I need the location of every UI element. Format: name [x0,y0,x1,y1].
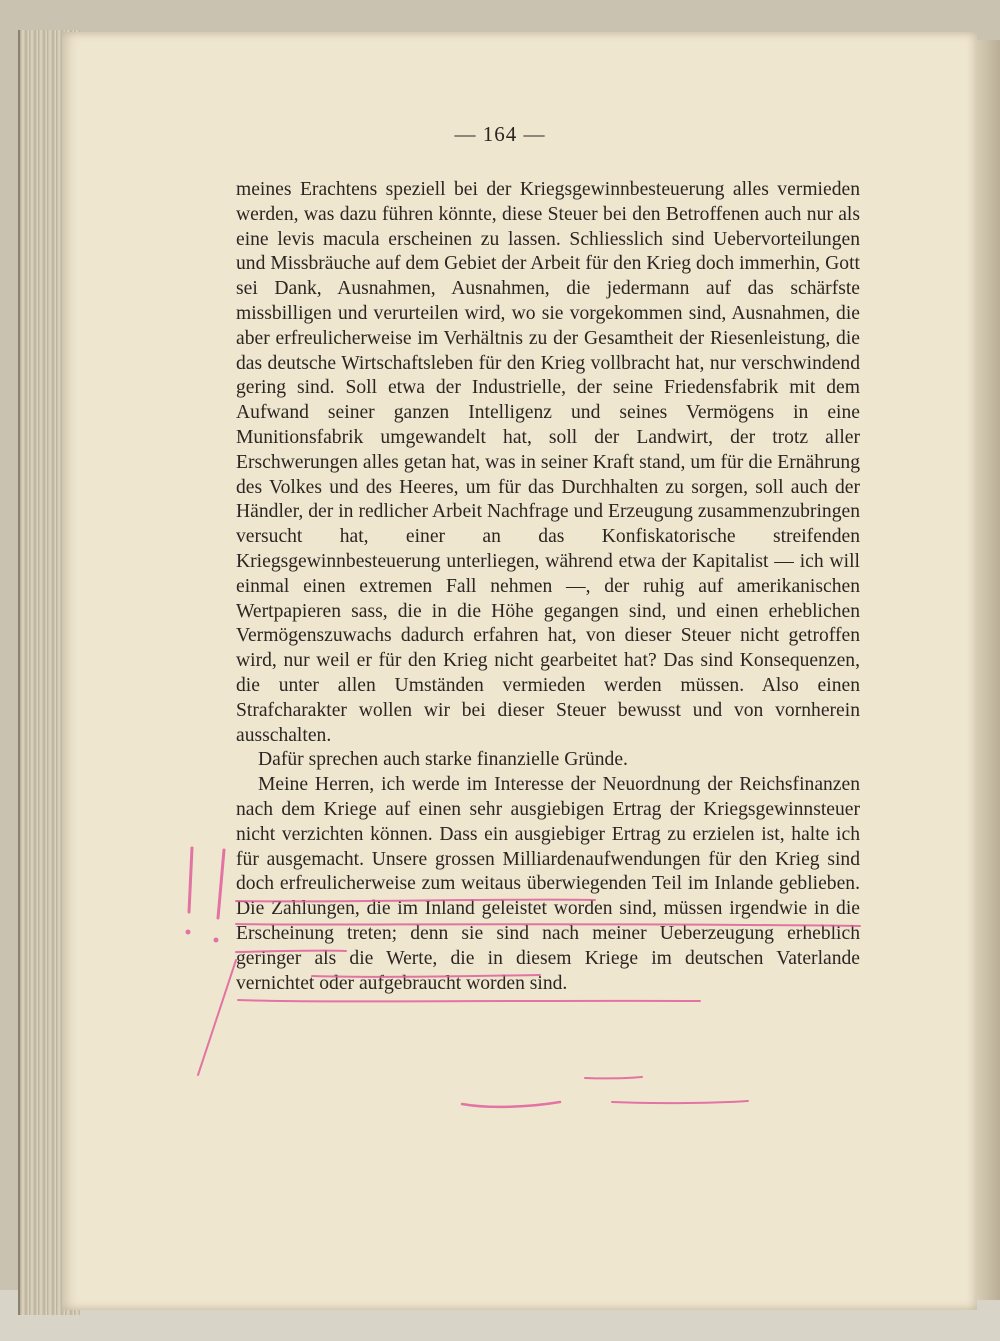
paragraph-1: meines Erachtens speziell bei der Kriegsgewinnbesteuerung alles vermieden werden, was dazu führen könnte, diese Steuer bei den Betroffenen auch nur als eine levis macula erscheinen zu lassen. Schliesslich sind Uebervorteilungen und Missbräuche auf dem Gebiet der Arbeit für den Krieg doch immerhin, Gott sei Dank, Ausnahmen, Ausnahmen, die jedermann auf das schärfste missbilligen und verurteilen wird, wo sie vorgekommen sind, Ausnahmen, die aber erfreulicherweise im Verhältnis zu der Gesamtheit der Riesenleistung, die das deutsche Wirtschaftsleben für den Krieg vollbracht hat, nur verschwindend gering sind. Soll etwa der Industrielle, der seine Friedensfabrik mit dem Aufwand seiner ganzen Intelligenz und seines Vermögens in eine Munitionsfabrik umgewandelt hat, soll der Landwirt, der trotz aller Erschwerungen alles getan hat, was in seiner Kraft stand, um für die Ernährung des Volkes und des Heeres, um für das Durchhalten zu sorgen, soll auch der Händler, der in redlicher Arbeit Nachfrage und Erzeugung zusammenzubringen versucht hat, einer an das Konfiskatorische streifenden Kriegsgewinnbesteuerung unterliegen, während etwa der Kapitalist — ich will einmal einen extremen Fall nehmen —, der ruhig auf amerikanischen Wertpapieren sass, die in die Höhe gegangen sind, und einen erheblichen Vermögenszuwachs dadurch erfahren hat, von dieser Steuer nicht getroffen wird, nur weil er für den Krieg nicht gearbeitet hat? Das sind Konsequenzen, die unter allen Umständen vermieden werden müssen. Also einen Strafcharakter wollen wir bei dieser Steuer bewusst und von vornherein ausschalten. [236,179,860,746]
paragraph-2: Dafür sprechen auch starke finanzielle Gründe. [258,749,628,771]
page-number: — 164 — [454,122,546,146]
book-right-edge [975,40,1000,1300]
paragraph-3: Meine Herren, ich werde im Interesse der Neuordnung der Reichsfinanzen nach dem Kriege auf einen sehr ausgiebigen Ertrag der Kriegsgewinnsteuer nicht verzichten können. Dass ein ausgiebiger Ertrag zu erzielen ist, halte ich für ausgemacht. Unsere grossen Milliardenaufwendungen für den Krieg sind doch erfreulicherweise zum weitaus überwiegenden Teil im Inlande geblieben. Die Zahlungen, die im Inland geleistet worden sind, müssen irgendwie in die Erscheinung treten; denn sie sind nach meiner Ueberzeugung erheblich geringer als die Werte, die in diesem Kriege im deutschen Vaterlande vernichtet oder aufgebraucht worden sind. [236,774,860,994]
page-body-text [236,178,860,996]
